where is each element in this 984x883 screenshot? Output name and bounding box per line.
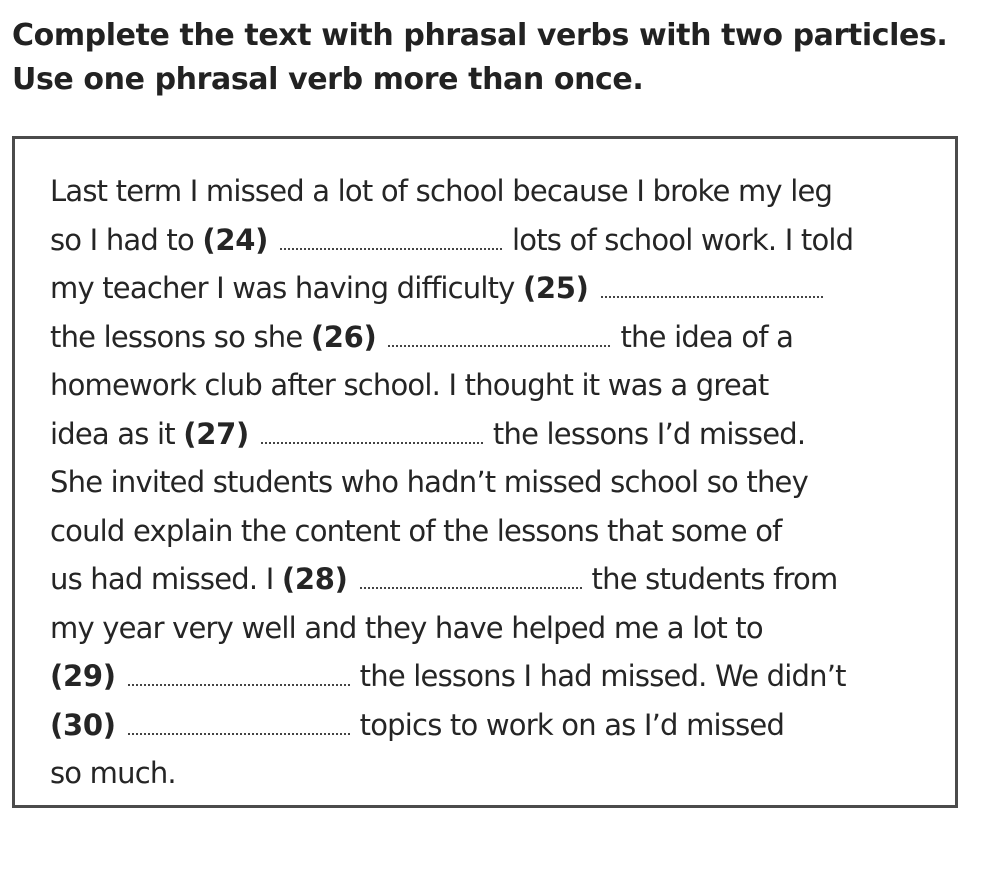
passage-line: [50, 167, 950, 216]
passage-box: [12, 136, 958, 808]
passage-segment: us had missed. I: [50, 562, 274, 596]
passage-line: [50, 749, 950, 798]
blank-27[interactable]: [261, 432, 483, 444]
passage-line: [50, 458, 950, 507]
gap-number-25: (25): [522, 271, 589, 305]
exercise-instructions: [12, 14, 972, 102]
passage-segment: so I had to: [50, 222, 194, 257]
gap-number-30: (30): [50, 707, 116, 742]
passage-line: [50, 652, 950, 701]
passage-line: [50, 507, 950, 556]
gap-number-24: (24): [202, 222, 269, 257]
blank-25[interactable]: [601, 286, 823, 298]
instruction-line-1: Complete the text with phrasal verbs with two particles.: [12, 18, 948, 53]
gap-number-29: (29): [50, 659, 116, 693]
passage-segment: so much.: [50, 756, 176, 790]
gap-number-27: (27): [183, 416, 249, 451]
blank-30[interactable]: [128, 723, 350, 735]
passage-segment: Last term I missed a lot of school because I broke my leg: [50, 174, 833, 208]
passage-segment: the students from: [591, 562, 838, 596]
passage-line: [50, 604, 950, 653]
passage-text: [50, 167, 950, 798]
instruction-line-2: Use one phrasal verb more than once.: [12, 62, 644, 97]
passage-line: [50, 701, 950, 750]
passage-segment: my teacher I was having difficulty: [50, 271, 515, 305]
gap-number-26: (26): [310, 319, 377, 354]
passage-segment: the lessons so she: [50, 319, 303, 354]
passage-line: [50, 264, 950, 313]
passage-line: [50, 361, 950, 410]
gap-number-28: (28): [281, 562, 348, 596]
passage-segment: idea as it: [50, 416, 175, 451]
passage-segment: the idea of a: [620, 319, 794, 354]
blank-26[interactable]: [388, 335, 610, 347]
passage-line: [50, 555, 950, 604]
passage-segment: the lessons I had missed. We didn’t: [359, 659, 846, 693]
passage-segment: She invited students who hadn’t missed school so they: [50, 465, 808, 499]
passage-line: [50, 216, 950, 265]
passage-segment: homework club after school. I thought it was a great: [50, 368, 769, 402]
passage-segment: lots of school work. I told: [512, 222, 854, 257]
passage-line: [50, 313, 950, 362]
blank-28[interactable]: [360, 577, 582, 589]
passage-line: [50, 410, 950, 459]
blank-24[interactable]: [280, 238, 502, 250]
passage-segment: my year very well and they have helped me a lot to: [50, 610, 763, 645]
passage-segment: the lessons I’d missed.: [492, 416, 806, 451]
passage-segment: topics to work on as I’d missed: [359, 707, 785, 742]
passage-segment: could explain the content of the lessons that some of: [50, 513, 782, 548]
blank-29[interactable]: [128, 674, 350, 686]
